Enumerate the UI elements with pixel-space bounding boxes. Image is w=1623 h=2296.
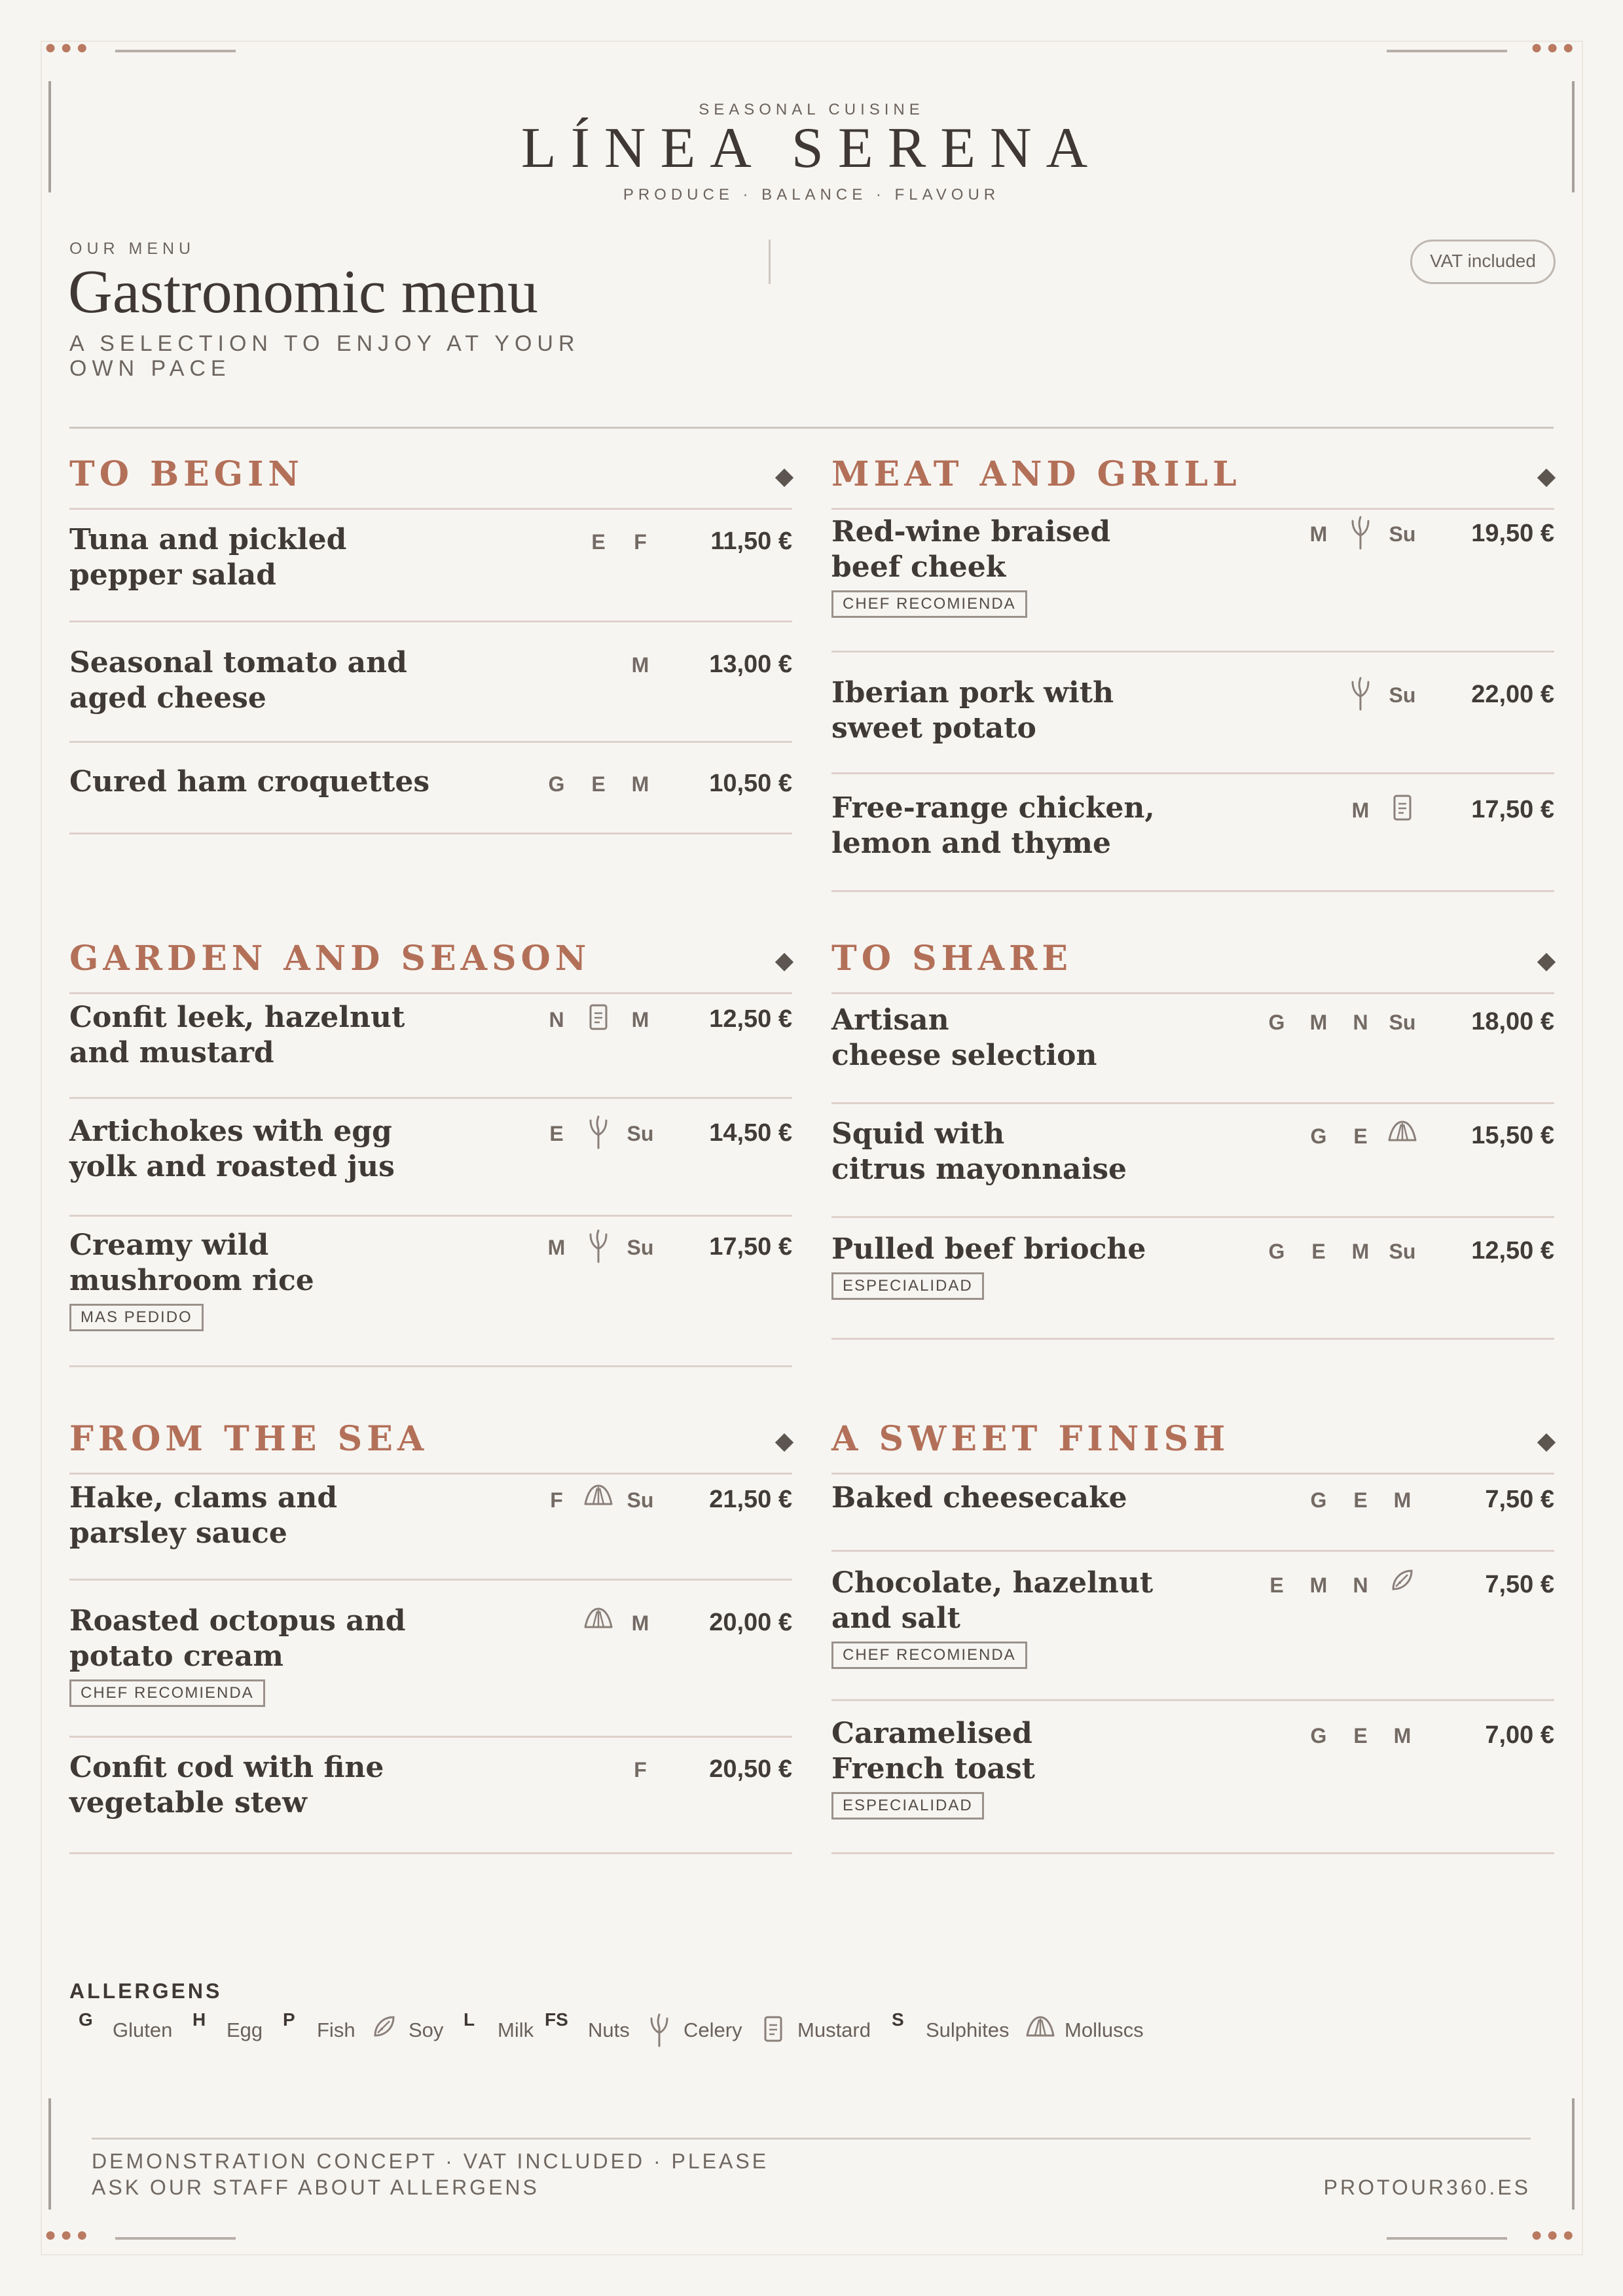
molluscs-icon (579, 1605, 618, 1638)
dish-price: 18,00 € (1471, 1008, 1554, 1035)
allergen-legend-label: Egg (227, 2018, 263, 2041)
dish-name: Creamy wild mushroom rice (69, 1229, 314, 1297)
allergen-legend-code: FS (545, 2009, 568, 2030)
dish-price: 20,00 € (709, 1609, 792, 1636)
frame-corner-line (1387, 2237, 1507, 2240)
celery-icon (1341, 677, 1380, 709)
dish-name: Hake, clams and parsley sauce (69, 1481, 338, 1550)
item-separator (69, 620, 792, 622)
dish-name: Pulled beef brioche (831, 1232, 1146, 1266)
dish-price: 22,00 € (1471, 681, 1554, 708)
dish-badge: MAS PEDIDO (69, 1304, 204, 1331)
allergen-code: E (549, 1122, 564, 1145)
allergen-code: M (547, 1236, 566, 1259)
item-separator (69, 833, 792, 834)
dish-name: Cured ham croquettes (69, 765, 430, 798)
allergen-code: N (1353, 1011, 1368, 1034)
allergen-code: M (1351, 798, 1370, 822)
dish-price: 13,00 € (709, 651, 792, 678)
item-separator (831, 890, 1554, 892)
frame-corner-line (1572, 2098, 1575, 2210)
section-rule (69, 1473, 792, 1475)
allergen-code: N (549, 1008, 564, 1031)
menu-label: OUR MENU (69, 240, 196, 258)
allergen-code: G (1268, 1011, 1285, 1034)
dish-name: Squid with citrus mayonnaise (831, 1117, 1127, 1186)
item-separator (69, 1097, 792, 1099)
allergen-code: M (631, 653, 649, 677)
allergen-legend-code: L (464, 2009, 475, 2030)
corner-dots: ●●● (45, 37, 92, 58)
mustard-icon (757, 2013, 790, 2045)
item-separator (831, 772, 1554, 774)
soy-icon (368, 2013, 401, 2045)
celery-icon (579, 1229, 618, 1262)
section-rule (831, 508, 1554, 510)
allergen-legend-label: Sulphites (926, 2018, 1010, 2041)
allergen-legend-label: Milk (498, 2018, 534, 2041)
allergen-legend-label: Mustard (797, 2018, 871, 2041)
allergen-code: M (631, 1611, 649, 1635)
allergen-code: G (1310, 1724, 1327, 1748)
allergen-code: N (1353, 1573, 1368, 1597)
dish-badge: CHEF RECOMIENDA (831, 1641, 1027, 1669)
allergen-legend-label: Gluten (113, 2018, 173, 2041)
allergen-code: E (591, 530, 606, 554)
dish-name: Free-range chicken, lemon and thyme (831, 791, 1155, 860)
page-title: Gastronomic menu (68, 258, 538, 326)
item-separator (69, 1852, 792, 1854)
allergen-code: M (1309, 1011, 1328, 1034)
brand-eyebrow: SEASONAL CUISINE (699, 101, 924, 118)
dish-name: Artichokes with egg yolk and roasted jus (69, 1115, 395, 1183)
dish-name: Tuna and pickled pepper salad (69, 523, 347, 592)
brand-tagline: PRODUCE · BALANCE · FLAVOUR (623, 186, 1000, 204)
allergen-code: E (1311, 1240, 1326, 1263)
section-rule (69, 508, 792, 510)
mustard-icon (579, 1001, 618, 1034)
dish-name: Confit leek, hazelnut and mustard (69, 1001, 405, 1069)
molluscs-icon (1383, 1118, 1422, 1151)
dish-badge: ESPECIALIDAD (831, 1272, 984, 1300)
allergen-code: M (631, 772, 649, 796)
corner-dots: ●●● (45, 2224, 92, 2246)
divider (69, 427, 1554, 429)
molluscs-icon (1024, 2013, 1057, 2045)
item-separator (831, 1338, 1554, 1340)
section-rule (831, 1473, 1554, 1475)
dish-name: Seasonal tomato and aged cheese (69, 646, 407, 715)
dish-price: 15,50 € (1471, 1122, 1554, 1149)
frame-corner-line (115, 2237, 236, 2240)
allergen-legend-label: Molluscs (1065, 2018, 1144, 2041)
allergen-code: G (1268, 1240, 1285, 1263)
allergen-legend-label: Soy (409, 2018, 444, 2041)
dish-price: 19,50 € (1471, 520, 1554, 547)
footer-divider (92, 2138, 1531, 2140)
allergen-code: Su (1389, 522, 1416, 546)
section-rule (69, 992, 792, 994)
allergen-legend-code: P (283, 2009, 295, 2030)
item-separator (831, 1550, 1554, 1552)
dish-price: 7,50 € (1485, 1571, 1554, 1598)
allergen-legend-code: H (192, 2009, 206, 2030)
section-title-sweet-finish: A SWEET FINISH (831, 1419, 1230, 1459)
allergen-code: G (1310, 1124, 1327, 1148)
item-separator (831, 1216, 1554, 1218)
divider (769, 240, 771, 284)
molluscs-icon (579, 1482, 618, 1515)
dish-price: 7,50 € (1485, 1486, 1554, 1513)
dish-name: Baked cheesecake (831, 1481, 1127, 1515)
item-separator (831, 1699, 1554, 1701)
footer-note (92, 2148, 769, 2200)
allergen-code: E (591, 772, 606, 796)
dish-name: Roasted octopus and potato cream (69, 1604, 406, 1673)
dish-name: Caramelised French toast (831, 1717, 1036, 1785)
soy-icon (1383, 1567, 1422, 1600)
allergen-code: F (634, 530, 647, 554)
allergen-code: Su (627, 1488, 654, 1512)
footer-note-line: DEMONSTRATION CONCEPT · VAT INCLUDED · PLEASE (92, 2149, 769, 2173)
dish-name: Confit cod with fine vegetable stew (69, 1751, 384, 1820)
allergen-code: Su (627, 1122, 654, 1145)
item-separator (69, 1736, 792, 1738)
allergen-code: Su (627, 1236, 654, 1259)
frame-corner-line (1387, 50, 1507, 52)
dish-price: 7,00 € (1485, 1721, 1554, 1749)
section-rule (831, 992, 1554, 994)
allergen-legend-label: Nuts (588, 2018, 630, 2041)
item-separator (831, 651, 1554, 653)
allergen-legend-code: G (79, 2009, 93, 2030)
allergen-code: F (550, 1488, 563, 1512)
allergen-code: Su (1389, 1011, 1416, 1034)
allergen-code: E (1353, 1124, 1368, 1148)
corner-dots: ●●● (1531, 37, 1578, 58)
allergen-code: F (634, 1758, 647, 1782)
allergen-code: M (631, 1008, 649, 1031)
allergen-code: M (1393, 1488, 1412, 1512)
item-separator (69, 741, 792, 743)
dish-name: Chocolate, hazelnut and salt (831, 1566, 1154, 1635)
allergen-legend-label: Celery (684, 2018, 742, 2041)
allergens-title: ALLERGENS (69, 1979, 223, 2003)
dish-price: 10,50 € (709, 770, 792, 797)
dish-price: 11,50 € (710, 528, 792, 555)
dish-name: Iberian pork with sweet potato (831, 676, 1114, 745)
corner-dots: ●●● (1531, 2224, 1578, 2246)
allergen-code: Su (1389, 1240, 1416, 1263)
mustard-icon (1383, 792, 1422, 825)
dish-badge: CHEF RECOMIENDA (69, 1679, 265, 1707)
allergen-legend-label: Fish (317, 2018, 356, 2041)
dish-price: 12,50 € (1471, 1237, 1554, 1265)
allergen-code: Su (1389, 683, 1416, 707)
celery-icon (1341, 516, 1380, 548)
item-separator (831, 1852, 1554, 1854)
section-title-to-share: TO SHARE (831, 939, 1072, 978)
item-separator (69, 1365, 792, 1367)
page-subtitle: A SELECTION TO ENJOY AT YOUR OWN PACE (69, 331, 580, 381)
item-separator (831, 1102, 1554, 1104)
celery-icon (643, 2013, 676, 2045)
allergen-code: G (1310, 1488, 1327, 1512)
section-title-to-begin: TO BEGIN (69, 454, 304, 494)
dish-price: 17,50 € (709, 1233, 792, 1261)
section-title-garden-and-season: GARDEN AND SEASON (69, 939, 591, 978)
dish-price: 12,50 € (709, 1005, 792, 1033)
allergen-code: M (1351, 1240, 1370, 1263)
dish-price: 17,50 € (1471, 796, 1554, 823)
dish-badge: ESPECIALIDAD (831, 1792, 984, 1820)
item-separator (69, 1215, 792, 1217)
frame-corner-line (115, 50, 236, 52)
celery-icon (579, 1115, 618, 1148)
item-separator (69, 1579, 792, 1581)
dish-name: Artisan cheese selection (831, 1003, 1097, 1072)
dish-name: Red-wine braised beef cheek (831, 515, 1111, 584)
allergen-code: M (1309, 1573, 1328, 1597)
allergen-code: E (1269, 1573, 1284, 1597)
frame-corner-line (48, 2098, 51, 2210)
dish-price: 20,50 € (709, 1755, 792, 1783)
allergen-code: G (548, 772, 565, 796)
allergen-code: M (1309, 522, 1328, 546)
section-title-from-the-sea: FROM THE SEA (69, 1419, 429, 1459)
allergen-code: E (1353, 1488, 1368, 1512)
allergen-legend-code: S (892, 2009, 904, 2030)
brand-name: LÍNEA SERENA (520, 117, 1103, 180)
footer-note-line: ASK OUR STAFF ABOUT ALLERGENS (92, 2176, 539, 2199)
footer-site-link[interactable]: PROTOUR360.ES (1323, 2176, 1531, 2199)
dish-price: 21,50 € (709, 1486, 792, 1513)
section-title-meat-and-grill: MEAT AND GRILL (831, 454, 1241, 494)
vat-badge: VAT included (1410, 240, 1556, 284)
allergen-code: E (1353, 1724, 1368, 1748)
dish-badge: CHEF RECOMIENDA (831, 590, 1027, 618)
allergen-code: M (1393, 1724, 1412, 1748)
dish-price: 14,50 € (709, 1119, 792, 1147)
